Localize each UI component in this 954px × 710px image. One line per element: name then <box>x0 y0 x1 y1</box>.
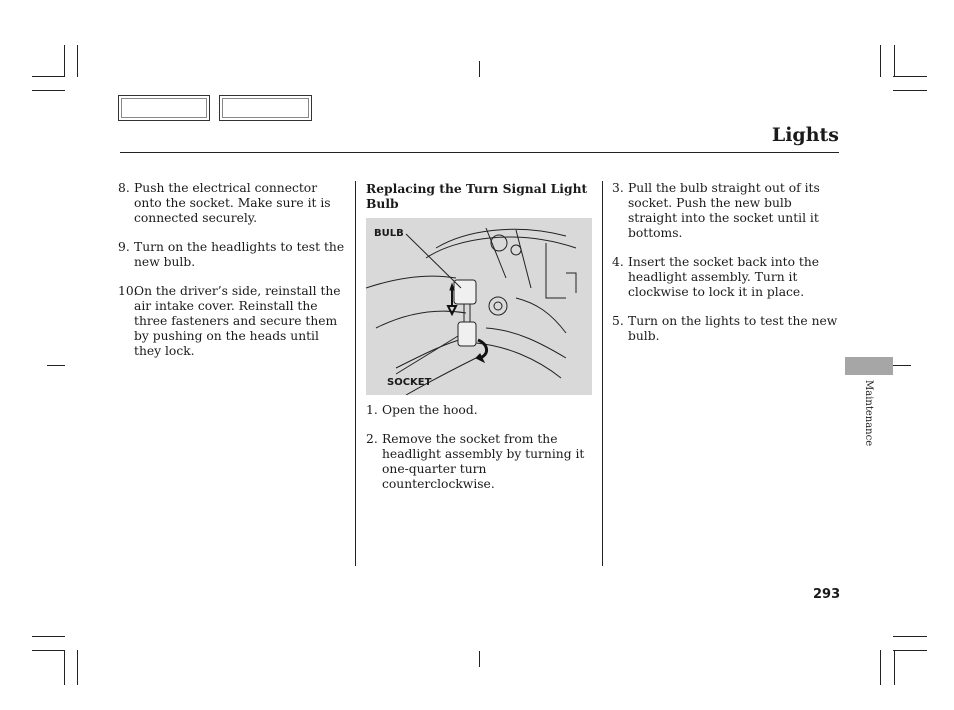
step-text: Pull the bulb straight out of its socket. Push the new bulb straight into the socket until it bottoms. <box>628 181 820 240</box>
step-number: 3. <box>612 181 624 195</box>
step-text: Remove the socket from the headlight assembly by turning it one-quarter turn counterclockwise. <box>382 432 585 491</box>
step-item <box>366 403 596 418</box>
illustration-drawing <box>366 218 592 395</box>
step-item <box>118 240 346 270</box>
step-item <box>612 181 840 241</box>
step-number: 2. <box>366 432 378 446</box>
section-side-label <box>862 380 874 460</box>
step-item <box>612 255 840 300</box>
section-heading: Replacing the Turn Signal Light Bulb <box>366 181 588 211</box>
right-column <box>612 181 840 358</box>
page-number: 293 <box>813 587 841 602</box>
column-divider-2 <box>602 181 603 566</box>
step-number: 1. <box>366 403 378 417</box>
page-title: Lights <box>771 124 839 146</box>
step-text: Push the electrical connector onto the socket. Make sure it is connected securely. <box>134 181 331 225</box>
step-item <box>118 284 346 359</box>
section-side-tab <box>845 357 893 375</box>
step-text: Turn on the headlights to test the new bulb. <box>134 240 345 269</box>
step-item <box>612 314 840 344</box>
step-text: On the driver’s side, reinstall the air intake cover. Reinstall the three fasteners and secure them by pushing on the heads until they lock. <box>134 284 341 358</box>
bulb-label: BULB <box>374 228 404 239</box>
step-number: 4. <box>612 255 624 269</box>
socket-label: SOCKET <box>387 377 432 388</box>
step-number: 8. <box>118 181 130 195</box>
header-tab-box-1 <box>118 95 210 121</box>
column-divider-1 <box>355 181 356 566</box>
bulb-socket-illustration <box>366 218 592 395</box>
step-number: 10. <box>118 284 138 298</box>
header-tab-box-2 <box>219 95 312 121</box>
step-item <box>118 181 346 226</box>
step-number: 5. <box>612 314 624 328</box>
title-rule <box>120 152 839 153</box>
side-label-text: Maintenance <box>863 380 874 447</box>
step-text: Turn on the lights to test the new bulb. <box>628 314 838 343</box>
step-text: Insert the socket back into the headlight assembly. Turn it clockwise to lock it in place. <box>628 255 820 299</box>
middle-column-heading-block <box>366 181 592 217</box>
middle-column-steps <box>366 403 596 506</box>
step-text: Open the hood. <box>382 403 478 417</box>
step-item <box>366 432 596 492</box>
left-column <box>118 181 346 373</box>
step-number: 9. <box>118 240 130 254</box>
